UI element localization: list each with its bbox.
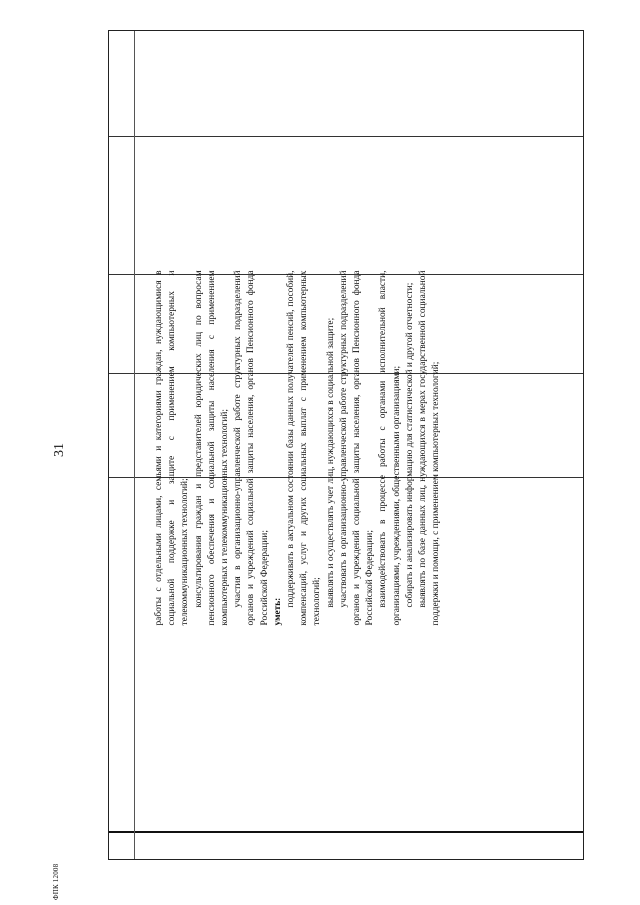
text-paragraph: собирать и анализировать информацию для статистической и другой отчетности;: [404, 282, 415, 608]
text-paragraph: выявлять по базе данных лиц, нуждающихся в мерах государственной социальной поддержки и помощи, с применением компьютерных технологий;: [418, 270, 442, 626]
table-divider-bottom: [109, 831, 583, 833]
footer-code: ФПК 12008: [52, 863, 60, 900]
table-column-line: [134, 31, 135, 859]
text-paragraph: участвовать в организационно-управленческой работе структурных подразделений органов и учреждений социальной защиты населения, органов Пенсионного фонда Российской Федерации;: [338, 270, 376, 626]
text-paragraph: выявлять и осуществлять учет лиц, нуждающихся в социальной защите;: [325, 317, 336, 608]
text-paragraph: работы с отдельными лицами, семьями и категориями граждан, нуждающимися в социальной поддержке и защите с применением компьютерных и телекоммуникационных технологий;: [154, 270, 191, 626]
text-paragraph: взаимодействовать в процессе работы с органами исполнительной власти, организациями, учреждениями, общественными организациями;: [378, 270, 402, 626]
table-divider-1: [109, 136, 583, 137]
text-paragraph: поддерживать в актуальном состоянии базы данных получателей пенсий, пособий, компенсаций, услуг и других социальных выплат с применением компьютерных технологий;: [286, 270, 323, 626]
text-paragraph: участия в организационно-управленческой работе структурных подразделений органов и учреждений социальной защиты населения, органов Пенсионного фонда Российской Федерации;: [233, 270, 270, 626]
content-text-block: [153, 271, 545, 626]
text-paragraph: уметь:: [272, 597, 283, 626]
page-number: 31: [52, 443, 67, 457]
text-paragraph: консультирования граждан и представителей юридических лиц по вопросам пенсионного обеспечения и социальной защиты населения с применением компьютерных и телекоммуникационных технологий;: [193, 270, 231, 626]
